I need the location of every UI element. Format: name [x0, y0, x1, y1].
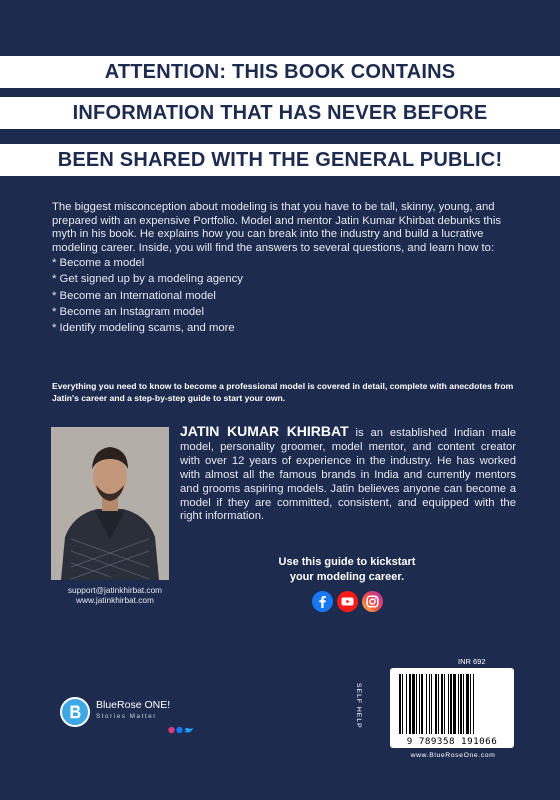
author-photo: [51, 427, 169, 580]
price-label: INR 692: [458, 657, 486, 666]
publisher-social-icons: [168, 721, 196, 729]
book-summary: Everything you need to know to become a professional model is covered in detail, complete with anecdotes from Jatin's career and a step-by-step guide to start your own.: [52, 381, 514, 403]
author-website: www.jatinkhirbat.com: [76, 595, 154, 606]
book-description: [52, 201, 514, 336]
headline-banner-2: INFORMATION THAT HAS NEVER BEFORE: [0, 97, 560, 129]
publisher-logo: [60, 697, 205, 727]
author-contact: [51, 585, 179, 606]
youtube-icon: [337, 591, 358, 612]
list-item: * Become an International model: [52, 289, 216, 302]
learning-list: [52, 255, 514, 335]
headline-banner-3: BEEN SHARED WITH THE GENERAL PUBLIC!: [0, 144, 560, 176]
author-email: support@jatinkhirbat.com: [67, 585, 163, 595]
author-bio-text: is an established Indian male model, personality groomer, model mentor, and content creator with over 12 years of experience in the industry. He has worked with almost all the famous brands in India and currently mentors and grooms aspiring models. Jatin believes anyone can become a model if they are committed, consistent, and equipped with the right information.: [180, 427, 516, 523]
bluerose-logo-icon: [60, 697, 90, 727]
publisher-name: BlueRose ONE!: [96, 699, 171, 711]
description-paragraph: The biggest misconception about modeling is that you have to be tall, skinny, young, and prepared with an expensive Portfolio. Model and mentor Jatin Kumar Khirbat debunks this myth in his book. He explains how you can break into the industry and build a lucrative modeling career. Inside, you will find the answers to several questions, and learn how to:: [52, 201, 501, 254]
isbn-number: 9 789358 191066: [406, 736, 498, 747]
category-label: SELF HELP: [355, 683, 362, 729]
call-to-action: [252, 555, 442, 584]
cta-line-2: your modeling career.: [289, 570, 405, 583]
list-item: * Become a model: [52, 257, 145, 270]
facebook-icon: [312, 591, 333, 612]
list-item: * Become an Instagram model: [52, 305, 204, 318]
list-item: * Identify modeling scams, and more: [52, 321, 235, 334]
cta-line-1: Use this guide to kickstart: [278, 556, 416, 568]
author-bio: [180, 425, 516, 524]
publisher-tagline: Stories Matter: [96, 713, 157, 720]
publisher-website: www.BlueRoseOne.com: [410, 752, 496, 759]
instagram-icon: [362, 591, 383, 612]
author-name: JATIN KUMAR KHIRBAT: [180, 423, 349, 439]
list-item: * Get signed up by a modeling agency: [52, 273, 243, 286]
headline-banner-1: ATTENTION: THIS BOOK CONTAINS: [0, 56, 560, 88]
